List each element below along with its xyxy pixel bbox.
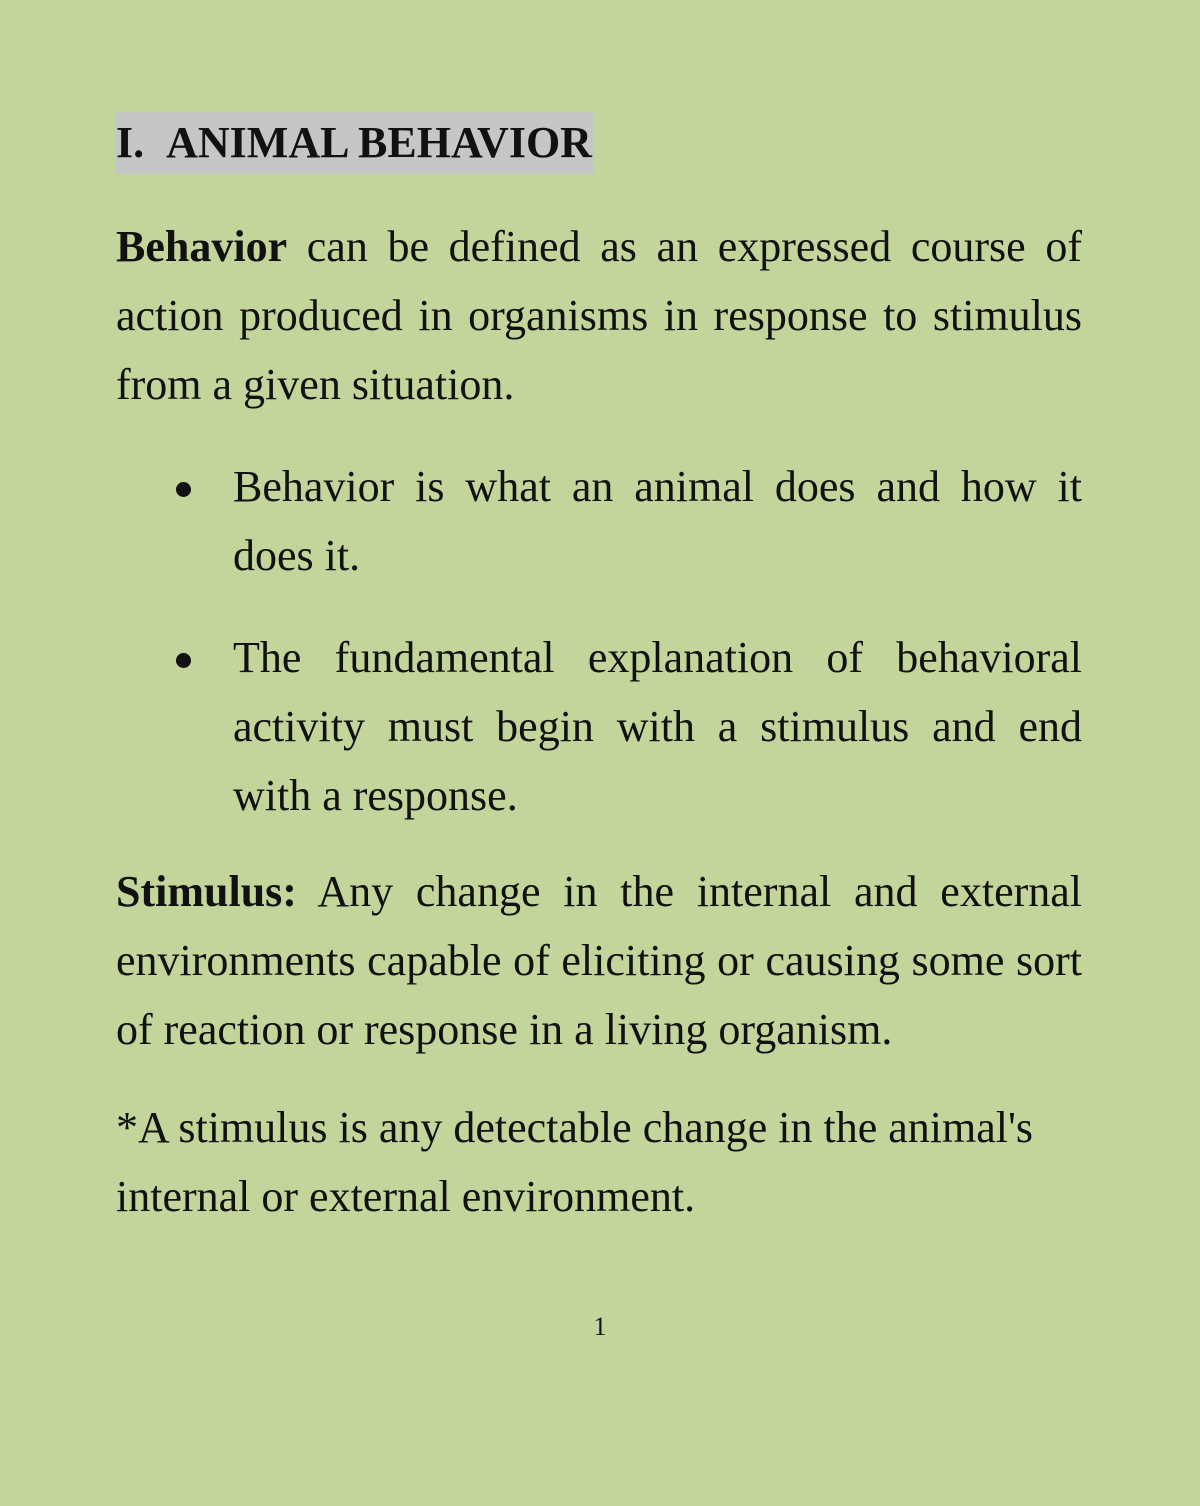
- behavior-definition: [116, 212, 1082, 419]
- section-heading: [116, 112, 594, 174]
- bullet-list: [116, 452, 1082, 830]
- list-item: [116, 623, 1082, 830]
- stimulus-term: Stimulus:: [116, 867, 297, 916]
- stimulus-note: *A stimulus is any detectable change in the animal's internal or external environment.: [116, 1103, 1034, 1221]
- behavior-term: Behavior: [116, 222, 288, 271]
- stimulus-definition: [116, 857, 1082, 1064]
- section-title: ANIMAL BEHAVIOR: [166, 118, 592, 167]
- page-number: 1: [593, 1312, 607, 1341]
- bullet-icon: [176, 653, 191, 668]
- document-page: [116, 112, 1082, 1231]
- list-item-text: Behavior is what an animal does and how it does it.: [233, 462, 1082, 580]
- bullet-icon: [176, 482, 191, 497]
- section-number: I.: [116, 118, 145, 167]
- behavior-definition-text: can be defined as an expressed course of action produced in organisms in response to stimulus from a given situation.: [116, 222, 1082, 409]
- list-item: [116, 452, 1082, 590]
- stimulus-definition-text: Any change in the internal and external environments capable of eliciting or causing some sort of reaction or response in a living organism.: [116, 867, 1083, 1054]
- list-item-text: The fundamental explanation of behavioral activity must begin with a stimulus and end with a response.: [233, 633, 1082, 820]
